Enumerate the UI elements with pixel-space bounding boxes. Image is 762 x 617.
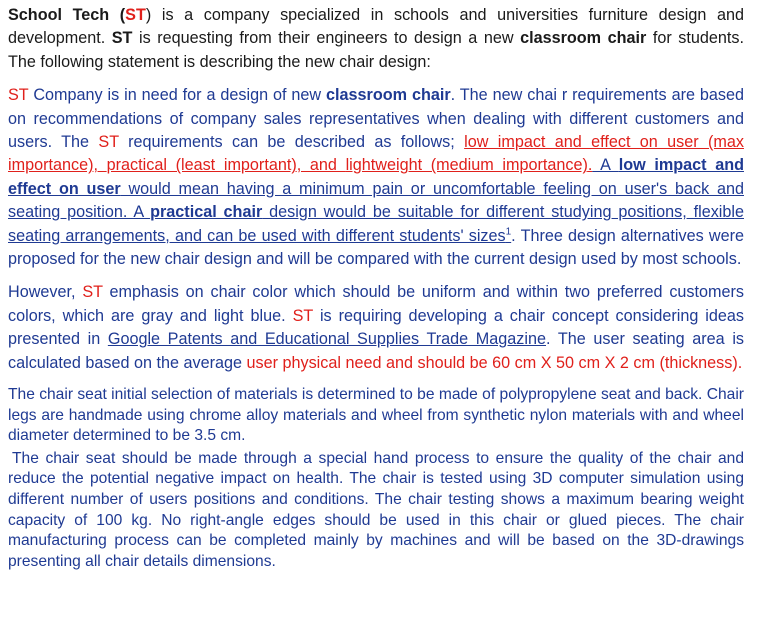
classroom-chair-term: classroom chair xyxy=(326,86,451,105)
footnote-marker: 1 xyxy=(505,226,512,238)
intro-paragraph: School Tech (ST) is a company specialized in schools and universities furniture design and development. ST is requesting from their engineers to design a new classroom chair for students. The following statement is describing the new chair design: xyxy=(8,6,744,71)
req-low-impact: low impact and effect on user (max importance) xyxy=(8,133,744,175)
definitions-underlined: A low impact and effect on user would mean having a minimum pain or uncomfortable feeling on user's back and seating position. A practical chair design would be suitable for different studying positions, flexible seating arrangements, and can be used with different students' sizes$^1$ xyxy=(8,156,744,245)
materials-paragraph: The chair seat initial selection of materials is determined to be made of polypropylene seat and back. Chair legs are handmade using chrome alloy materials and wheel from synthetic nylon materials with and wheel diameter determined to be 3.5 cm. xyxy=(8,386,744,445)
manufacturing-paragraph: The chair seat should be made through a special hand process to ensure the quality of the chair and reduce the potential negative impact on health. The chair is tested using 3D computer simulation using different number of users positions and conditions. The chair testing shows a maximum bearing weight capacity of 100 kg. No right-angle edges should be used in this chair or glued pieces. The chair manufacturing process can be completed mainly by machines and will be based on the 3D-drawings presenting all chair details dimensions. xyxy=(8,449,744,570)
company-abbr: ST xyxy=(125,6,146,24)
req-lightweight: lightweight (medium importance) xyxy=(345,156,588,175)
reference-link[interactable]: Google Patents and Educational Supplies Trade Magazine xyxy=(107,330,546,349)
classroom-chair-term: classroom chair xyxy=(520,29,647,48)
color-paragraph: However, ST emphasis on chair color which should be uniform and within two preferred customers colors, which are gray and light blue. ST is requiring developing a chair concept considering ideas presented in Google Patents and Educational Supplies Trade Magazine. The user seating area is calculated based on the average user physical need and should be 60 cm X 50 cm X 2 cm (thickness). xyxy=(8,283,745,372)
company-name: School Tech xyxy=(8,6,110,24)
seating-area-spec: user physical need and should be 60 cm X 50 cm X 2 cm (thickness). xyxy=(246,353,743,372)
requirements-paragraph: ST Company is in need for a design of new classroom chair. The new chai r requirements are based on recommendations of company sales representatives when dealing with different customers and users. The ST requirements can be described as follows; low impact and effect on user (max importance), practical (least important), and lightweight (medium importance). A low impact and effect on user would mean having a minimum pain or uncomfortable feeling on user's back and seating position. A practical chair design would be suitable for different studying positions, flexible seating arrangements, and can be used with different students' sizes$^1$. Three design alternatives were proposed for the new chair design and will be compared with the current design used by most schools. xyxy=(8,86,744,269)
company-abbr-2: ST xyxy=(111,29,133,48)
req-practical: practical (least important) xyxy=(106,156,297,175)
